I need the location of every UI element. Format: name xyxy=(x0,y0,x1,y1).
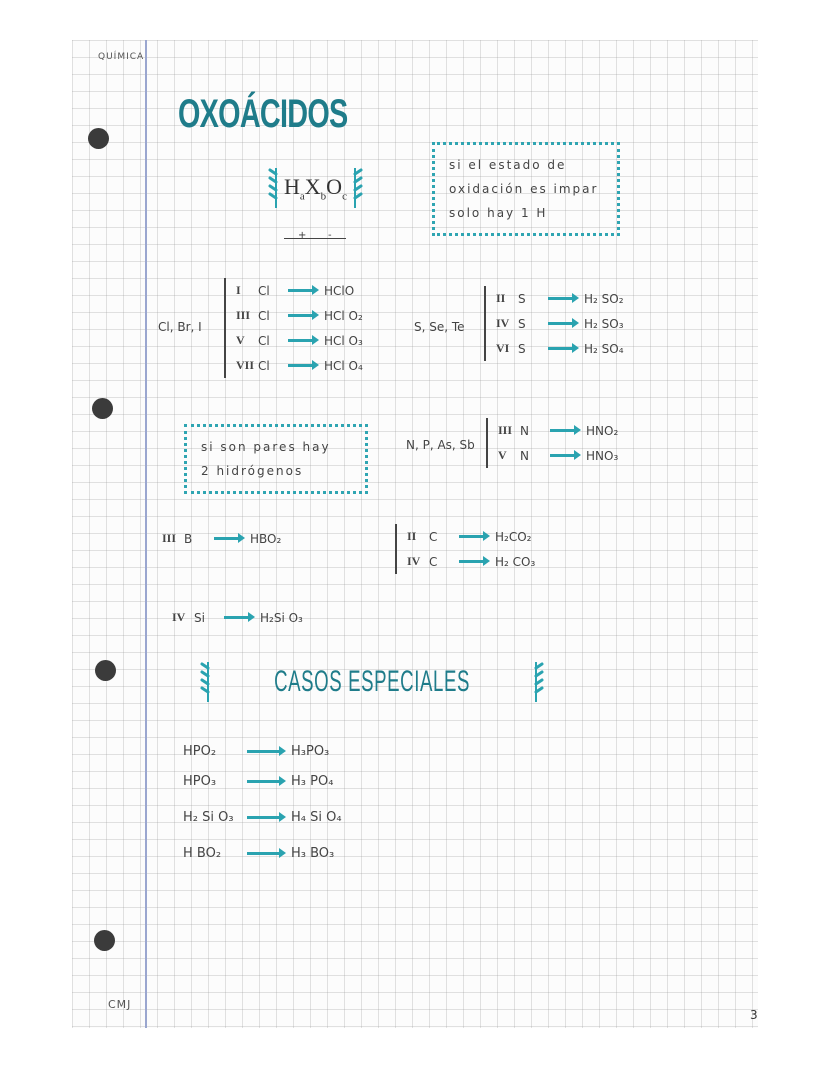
nitrogen-rows xyxy=(486,418,618,468)
carbon-rows xyxy=(395,524,535,574)
minus-sign: - xyxy=(328,230,332,241)
special-case-row: HPO₂ H₃PO₃ xyxy=(183,743,330,759)
author-initials: CMJ xyxy=(108,998,132,1011)
arrow-icon xyxy=(247,750,283,753)
note-line: si el estado de xyxy=(449,158,567,172)
note-line: oxidación es impar xyxy=(449,182,599,196)
binder-hole xyxy=(88,128,109,149)
silicon-row xyxy=(172,605,303,630)
special-case-row: H₂ Si O₃ H₄ Si O₄ xyxy=(183,809,342,825)
special-cases-list xyxy=(183,738,342,870)
subject-label: QUÍMICA xyxy=(98,52,145,62)
arrow-icon xyxy=(288,364,316,367)
reaction-row: II S H₂ SO₂ xyxy=(496,291,624,306)
note-line: 2 hidrógenos xyxy=(201,464,304,478)
binder-hole xyxy=(94,930,115,951)
margin-line xyxy=(145,40,147,1028)
special-case-row: HPO₃ H₃ PO₄ xyxy=(183,773,334,789)
arrow-icon xyxy=(288,314,316,317)
plus-sign: + xyxy=(298,230,307,241)
binder-hole xyxy=(92,398,113,419)
arrow-icon xyxy=(288,339,316,342)
arrow-icon xyxy=(288,289,316,292)
reaction-row: III B HBO₂ xyxy=(162,531,282,546)
reaction-row: VI S H₂ SO₄ xyxy=(496,341,624,356)
reaction-row: III Cl HCl O₂ xyxy=(236,308,363,323)
laurel-right-icon xyxy=(351,166,363,210)
reaction-row: IV C H₂ CO₃ xyxy=(407,554,536,569)
page-title: OXOÁCIDOS xyxy=(178,92,348,136)
arrow-icon xyxy=(459,560,487,563)
boron-row xyxy=(162,526,281,551)
special-case-row: H BO₂ H₃ BO₃ xyxy=(183,845,335,861)
arrow-icon xyxy=(224,616,252,619)
pairs-note xyxy=(184,424,368,494)
special-cases-heading: CASOS ESPECIALES xyxy=(274,665,471,698)
arrow-icon xyxy=(548,297,576,300)
page-number: 3 xyxy=(750,1008,759,1022)
arrow-icon xyxy=(247,816,283,819)
arrow-icon xyxy=(459,535,487,538)
special-cases-title xyxy=(200,660,544,704)
reaction-row: IV Si H₂Si O₃ xyxy=(172,610,303,625)
arrow-icon xyxy=(550,454,578,457)
chalcogen-rows xyxy=(484,286,624,361)
laurel-left-icon xyxy=(200,660,212,704)
reaction-row: II C H₂CO₂ xyxy=(407,529,532,544)
arrow-icon xyxy=(548,347,576,350)
reaction-row: V N HNO₃ xyxy=(498,448,619,463)
reaction-row: V Cl HCl O₃ xyxy=(236,333,363,348)
arrow-icon xyxy=(548,322,576,325)
reaction-row: IV S H₂ SO₃ xyxy=(496,316,624,331)
nitrogen-elements: N, P, As, Sb xyxy=(406,438,475,452)
reaction-row: VII Cl HCl O₄ xyxy=(236,358,363,373)
reaction-row: III N HNO₂ xyxy=(498,423,619,438)
arrow-icon xyxy=(247,852,283,855)
arrow-icon xyxy=(214,537,242,540)
note-line: solo hay 1 H xyxy=(449,206,548,220)
charge-bracket xyxy=(284,222,346,239)
halogen-rows xyxy=(224,278,363,378)
formula-text: $H_aX_bO_c$ xyxy=(284,173,347,203)
binder-hole xyxy=(95,660,116,681)
laurel-left-icon xyxy=(268,166,280,210)
reaction-row: I Cl HClO xyxy=(236,283,355,298)
halogen-elements: Cl, Br, I xyxy=(158,320,202,334)
arrow-icon xyxy=(247,780,283,783)
note-line: si son pares hay xyxy=(201,440,331,454)
arrow-icon xyxy=(550,429,578,432)
laurel-right-icon xyxy=(532,660,544,704)
oxidation-note xyxy=(432,142,620,236)
general-formula xyxy=(268,166,363,210)
chalcogen-elements: S, Se, Te xyxy=(414,320,465,334)
